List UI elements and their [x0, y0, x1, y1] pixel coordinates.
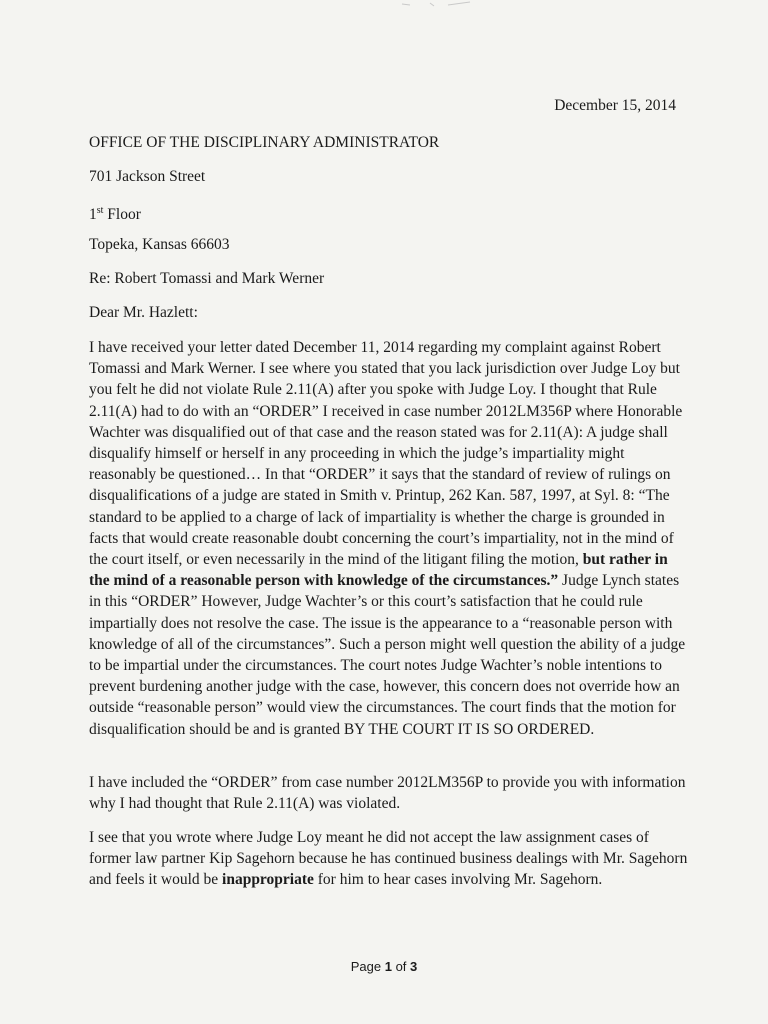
- paragraph-1: [89, 337, 689, 740]
- footer-page-word: Page: [350, 959, 385, 974]
- paragraph-3-text-a: I see that you wrote where Judge Loy meant he did not accept the law assignment cases of former law partner Kip Sagehorn because he has continued business dealings with Mr. Sagehorn and feels it would be: [89, 829, 688, 889]
- paragraph-1-bold: but rather in the mind of a reasonable person with knowledge of the circumstances.”: [89, 551, 668, 590]
- paragraph-1-text-b: Judge Lynch states in this “ORDER” However, Judge Wachter’s or this court’s satisfaction that he could rule impartially does not resolve the case. The issue is the appearance to a “reasonable person with knowledge of all of the circumstances”. Such a person might well question the ability of a judge to be impartial under the circumstances. The court notes Judge Wachter’s noble intentions to prevent burdening another judge with the case, however, this concern does not override how an outside “reasonable person” would view the circumstances. The court finds that the motion for disqualification should be and is granted BY THE COURT IT IS SO ORDERED.: [89, 572, 686, 738]
- scan-artifact-mark: [400, 0, 480, 8]
- footer-page-number: 1: [384, 959, 392, 974]
- floor-suffix: st: [96, 205, 104, 216]
- recipient-street: 701 Jackson Street: [89, 168, 206, 185]
- recipient-floor: [89, 200, 141, 225]
- footer-page-total: 3: [410, 959, 418, 974]
- paragraph-3-bold: inappropriate: [222, 871, 314, 889]
- paragraph-3: [89, 827, 689, 891]
- floor-word: Floor: [103, 206, 141, 224]
- salutation: Dear Mr. Hazlett:: [89, 304, 198, 321]
- recipient-office: OFFICE OF THE DISCIPLINARY ADMINISTRATOR: [89, 134, 440, 151]
- page-footer: [0, 959, 768, 974]
- paragraph-1-text-a: I have received your letter dated December 11, 2014 regarding my complaint against Robert Tomassi and Mark Werner. I see where you stated that you lack jurisdiction over Judge Loy but you felt he did not violate Rule 2.11(A) after you spoke with Judge Loy. I thought that Rule 2.11(A) had to do with an “ORDER” I received in case number 2012LM356P where Honorable Wachter was disqualified out of that case and the reason stated was for 2.11(A): A judge shall disqualify himself or herself in any proceeding in which the judge’s impartiality might reasonably be questioned… In that “ORDER” it says that the standard of review of rulings on disqualifications of a judge are stated in Smith v. Printup, 262 Kan. 587, 1997, at Syl. 8: “The standard to be applied to a charge of lack of impartiality is whether the charge is grounded in facts that would create reasonable doubt concerning the court’s impartiality, not in the mind of the court itself, or even necessarily in the mind of the litigant filing the motion,: [89, 339, 683, 569]
- footer-of-word: of: [391, 959, 411, 974]
- re-line: Re: Robert Tomassi and Mark Werner: [89, 270, 325, 287]
- paragraph-3-text-b: for him to hear cases involving Mr. Sagehorn.: [313, 871, 603, 889]
- floor-number: 1: [89, 206, 97, 224]
- letter-date: December 15, 2014: [554, 97, 676, 114]
- paragraph-2: I have included the “ORDER” from case number 2012LM356P to provide you with information why I had thought that Rule 2.11(A) was violated.: [89, 774, 686, 813]
- recipient-city: Topeka, Kansas 66603: [89, 236, 230, 253]
